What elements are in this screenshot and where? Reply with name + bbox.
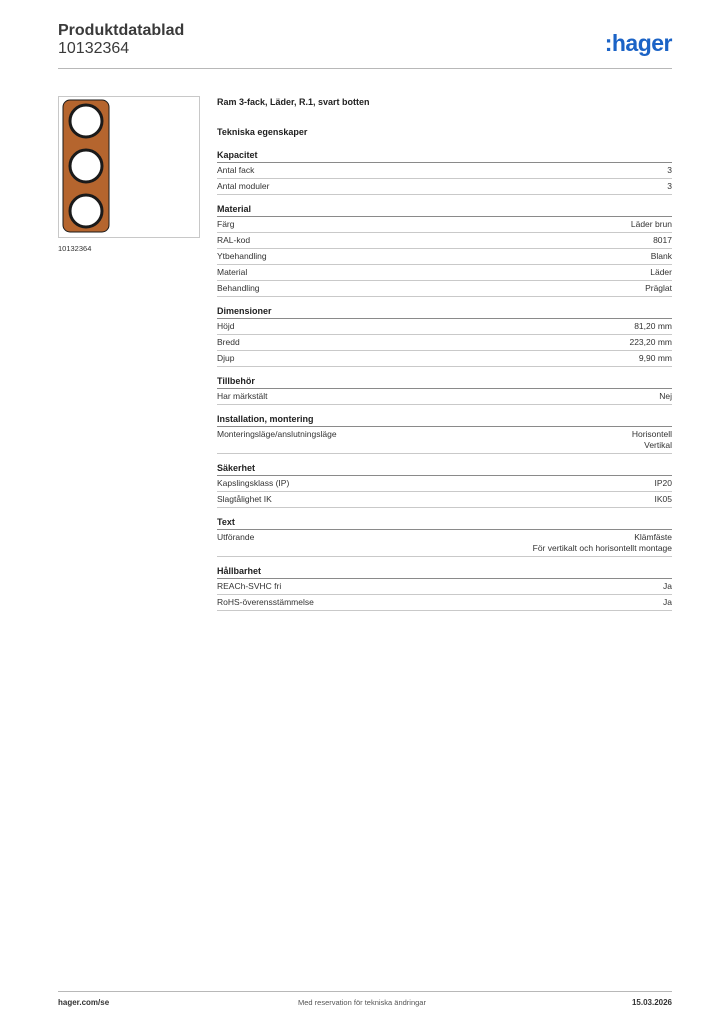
property-value-line: Klämfäste — [634, 532, 672, 542]
property-value-line: Ja — [663, 581, 672, 591]
section-material — [217, 203, 672, 297]
footer-website-link[interactable]: hager.com/se — [58, 998, 110, 1007]
section-säkerhet — [217, 462, 672, 508]
footer-divider — [58, 991, 672, 992]
frame-opening — [70, 150, 102, 182]
property-row — [217, 249, 672, 265]
property-row — [217, 530, 672, 557]
property-label: Ytbehandling — [217, 251, 267, 261]
property-row — [217, 351, 672, 367]
footer-disclaimer: Med reservation för tekniska ändringar — [298, 998, 426, 1007]
property-value-line: Ja — [663, 597, 672, 607]
property-label: RoHS-överensstämmelse — [217, 597, 314, 607]
property-label: Material — [217, 267, 248, 277]
property-value — [629, 337, 672, 348]
product-image — [62, 99, 110, 233]
page-header — [58, 20, 672, 68]
property-value-line: 3 — [667, 181, 672, 191]
footer-date: 15.03.2026 — [631, 998, 672, 1007]
property-value-line: 81,20 mm — [634, 321, 672, 331]
property-row — [217, 319, 672, 335]
property-label: Antal fack — [217, 165, 255, 175]
hager-logo[interactable]: :hager — [604, 30, 672, 56]
property-row — [217, 217, 672, 233]
technical-properties-heading: Tekniska egenskaper — [217, 127, 308, 137]
property-value-line: För vertikalt och horisontellt montage — [532, 543, 672, 553]
section-title: Installation, montering — [217, 413, 672, 427]
property-value — [650, 267, 672, 278]
property-value — [659, 391, 672, 402]
property-value — [634, 321, 672, 332]
property-value-line: 9,90 mm — [638, 353, 672, 363]
property-value-line: Nej — [659, 391, 672, 401]
property-value — [639, 353, 672, 364]
property-row — [217, 233, 672, 249]
property-value — [655, 494, 673, 505]
product-details — [217, 95, 672, 611]
property-row — [217, 492, 672, 508]
property-value — [632, 429, 672, 451]
property-label: Färg — [217, 219, 235, 229]
section-title: Hållbarhet — [217, 565, 672, 579]
property-row — [217, 579, 672, 595]
property-label: Antal moduler — [217, 181, 270, 191]
property-row — [217, 265, 672, 281]
property-value — [663, 581, 672, 592]
property-value-line: Horisontell — [631, 429, 672, 439]
property-label: Slagtålighet IK — [217, 494, 272, 504]
property-label: REACh-SVHC fri — [217, 581, 282, 591]
frame-opening — [70, 105, 102, 137]
property-label: Djup — [217, 353, 235, 363]
property-value — [667, 181, 672, 192]
product-image-caption: 10132364 — [58, 244, 92, 253]
section-title: Text — [217, 516, 672, 530]
section-title: Tillbehör — [217, 375, 672, 389]
properties-list — [217, 149, 672, 611]
header-divider — [58, 68, 672, 69]
section-text — [217, 516, 672, 557]
property-row — [217, 476, 672, 492]
property-value-line: IP20 — [654, 478, 672, 488]
property-label: Behandling — [217, 283, 260, 293]
property-value — [631, 219, 672, 230]
property-row — [217, 163, 672, 179]
property-value — [533, 532, 672, 554]
section-title: Säkerhet — [217, 462, 672, 476]
section-kapacitet — [217, 149, 672, 195]
section-title: Material — [217, 203, 672, 217]
property-value-line: Vertikal — [644, 440, 672, 450]
property-label: RAL-kod — [217, 235, 251, 245]
property-value-line: Blank — [650, 251, 672, 261]
property-label: Kapslingsklass (IP) — [217, 478, 290, 488]
section-dimensioner — [217, 305, 672, 367]
frame-opening — [70, 195, 102, 227]
property-row — [217, 389, 672, 405]
section-hållbarhet — [217, 565, 672, 611]
property-value — [667, 165, 672, 176]
property-label: Bredd — [217, 337, 240, 347]
section-installation-montering — [217, 413, 672, 454]
property-value — [653, 235, 672, 246]
property-value — [651, 251, 672, 262]
property-row — [217, 335, 672, 351]
property-value — [645, 283, 672, 294]
property-value-line: 3 — [667, 165, 672, 175]
document-title: Produktdatablad — [58, 22, 185, 39]
property-label: Höjd — [217, 321, 235, 331]
property-value-line: Präglat — [645, 283, 672, 293]
property-value-line: 8017 — [653, 235, 672, 245]
section-title: Kapacitet — [217, 149, 672, 163]
property-value — [655, 478, 673, 489]
section-tillbehör — [217, 375, 672, 405]
property-value — [663, 597, 672, 608]
property-value-line: IK05 — [654, 494, 672, 504]
property-value-line: Läder — [650, 267, 672, 277]
section-title: Dimensioner — [217, 305, 672, 319]
property-row — [217, 179, 672, 195]
property-label: Monteringsläge/anslutningsläge — [217, 429, 337, 439]
property-row — [217, 281, 672, 297]
property-value-line: Läder brun — [630, 219, 672, 229]
property-label: Har märkstält — [217, 391, 268, 401]
property-row — [217, 427, 672, 454]
product-name: Ram 3-fack, Läder, R.1, svart botten — [217, 97, 370, 107]
property-label: Utförande — [217, 532, 255, 542]
property-value-line: 223,20 mm — [629, 337, 672, 347]
document-number: 10132364 — [58, 40, 130, 57]
property-row — [217, 595, 672, 611]
